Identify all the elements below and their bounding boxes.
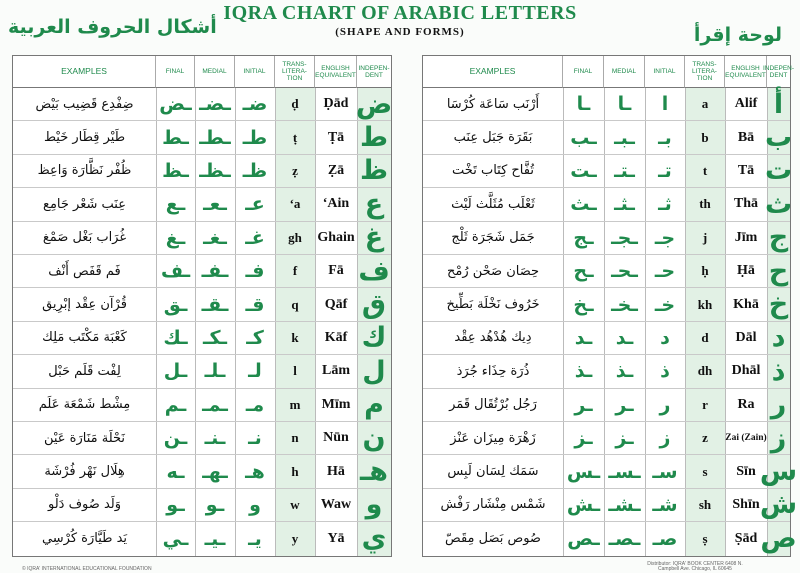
cell-initial: طـ (242, 126, 268, 149)
cell-translit: y (291, 530, 299, 546)
cell-medial: ـجـ (611, 226, 638, 249)
cell-english: Ghain (317, 229, 355, 245)
cell-final: ـف (160, 260, 191, 283)
cell-english: Bā (737, 129, 755, 145)
letter-row (13, 155, 391, 188)
cell-initial: ثـ (658, 193, 672, 216)
arabic-title-left: أشكال الحروف العربية (8, 16, 217, 38)
cell-final: ـس (566, 460, 601, 483)
letter-row (423, 288, 790, 321)
cell-examples: خَرُوف نَخْلَة بَطِّيخ (446, 297, 540, 313)
cell-translit: k (291, 329, 299, 345)
cell-final: ـذ (574, 360, 593, 383)
cell-initial: ا (661, 93, 669, 116)
cell-final: ـص (567, 527, 600, 550)
cell-final: ـد (574, 326, 593, 349)
cell-initial: بـ (658, 126, 672, 149)
cell-final: ـج (573, 226, 594, 249)
cell-final: ـز (574, 427, 593, 450)
cell-examples: مِشْط شَمْعَة عَلَم (38, 397, 131, 413)
cell-independent: ذ (771, 355, 786, 387)
cell-translit: d (701, 329, 709, 345)
cell-medial: ـطـ (199, 126, 231, 149)
cell-english: Alif (734, 96, 758, 112)
cell-initial: جـ (654, 226, 676, 249)
cell-english: Kāf (324, 329, 348, 345)
cell-medial: ـخـ (611, 293, 638, 316)
cell-translit: s (702, 463, 708, 479)
cell-examples: ضِفْدِع قَضِيب بَيْض (35, 96, 134, 112)
cell-independent: أ (773, 88, 784, 120)
cell-medial: ـو (205, 493, 225, 516)
cell-examples: كَعْبَة مَكْتَب مَلِك (42, 330, 127, 346)
footer-right: Distributor: IQRA' BOOK CENTER 6408 N. Campbell Ave. Chicago, IL 60645 (647, 561, 743, 572)
cell-examples: قُرْآن عِقْد إبْرِيق (42, 297, 127, 313)
cell-medial: ـنـ (204, 427, 226, 450)
cell-independent: ث (764, 188, 793, 220)
cell-final: ـر (574, 393, 593, 416)
cell-independent: هـ (360, 456, 388, 488)
cell-english: Sīn (736, 463, 756, 479)
cell-medial: ـذ (615, 360, 634, 383)
cell-initial: ر (659, 393, 671, 416)
cell-translit: sh (698, 496, 712, 512)
cell-independent: غ (364, 222, 384, 254)
cell-initial: صـ (652, 527, 678, 550)
cell-translit: ʻa (289, 196, 301, 212)
letter-row (13, 489, 391, 522)
cell-independent: م (364, 389, 384, 421)
cell-translit: m (289, 396, 301, 412)
left-letters-table (12, 55, 392, 557)
cell-english: ʻAin (322, 196, 350, 212)
cell-medial: ـغـ (203, 226, 227, 249)
cell-examples: سَمَك لِسَان لَبِس (447, 464, 539, 480)
cell-examples: أَرْنَب سَاعَة كُرْسَا (446, 96, 540, 112)
cell-english: Ṭā (327, 129, 345, 145)
letter-row (13, 121, 391, 154)
cell-examples: فَم قَفَص أَنْف (48, 263, 121, 279)
cell-initial: نـ (248, 427, 262, 450)
cell-translit: ẓ (292, 162, 298, 178)
cell-initial: يـ (248, 527, 262, 550)
cell-independent: ز (770, 422, 787, 454)
cell-examples: حِصَان صَحْن رُمْح (446, 263, 540, 279)
cell-english: Ḥā (737, 263, 755, 279)
cell-final: ـض (159, 93, 192, 116)
cell-independent: ظ (359, 155, 389, 187)
letter-row (13, 288, 391, 321)
cell-final: ـظ (162, 159, 189, 182)
cell-translit: ḍ (291, 96, 299, 112)
cell-independent: ف (358, 255, 390, 287)
cell-initial: خـ (654, 293, 676, 316)
cell-english: Mīm (321, 396, 351, 412)
cell-examples: جَمَل شَجَرَة ثَلْج (451, 230, 535, 246)
cell-independent: ع (364, 188, 384, 220)
letter-row (13, 455, 391, 488)
cell-english: Ṣād (734, 530, 758, 546)
cell-independent: ص (760, 523, 797, 555)
letter-row (423, 355, 790, 388)
column-header-independent: INDEPEN-DENT (357, 56, 391, 88)
cell-examples: صُوص بَصَل مِقَصّ (445, 531, 541, 547)
cell-english: Zai (Zain) (725, 433, 767, 444)
cell-examples: رَجُل بُرْتُقَال قَمَر (449, 397, 537, 413)
cell-initial: شـ (652, 493, 678, 516)
letter-row (13, 522, 391, 555)
cell-translit: ṣ (702, 530, 708, 546)
cell-initial: تـ (658, 159, 672, 182)
cell-translit: ḥ (701, 263, 709, 279)
cell-examples: عِنَب شَعْر جَامِع (43, 196, 126, 212)
cell-medial: ـشـ (608, 493, 641, 516)
cell-final: ـب (570, 126, 597, 149)
letter-row (13, 188, 391, 221)
cell-examples: غُرَاب بَغْل صَمْغ (42, 230, 127, 246)
cell-translit: gh (288, 229, 302, 245)
cell-examples: يَد طَيَّارَة كُرْسِي (41, 531, 128, 547)
cell-translit: l (293, 363, 297, 379)
cell-initial: ز (659, 427, 671, 450)
cell-translit: ṭ (292, 129, 298, 145)
letter-row (423, 489, 798, 522)
cell-medial: ـر (615, 393, 634, 416)
cell-english: Thā (733, 196, 759, 212)
letter-row (13, 422, 391, 455)
cell-initial: مـ (245, 393, 265, 416)
cell-translit: kh (697, 296, 713, 312)
letter-row (423, 322, 790, 355)
cell-translit: f (292, 263, 298, 279)
letter-row (423, 422, 790, 455)
cell-independent: ب (764, 122, 793, 154)
cell-final: ـع (165, 193, 186, 216)
cell-medial: ـمـ (202, 393, 228, 416)
cell-independent: د (771, 322, 786, 354)
cell-examples: وَلَد صُوف دَلْو (47, 497, 122, 513)
cell-initial: د (660, 326, 670, 349)
letter-row (423, 155, 793, 188)
cell-final: ـن (163, 427, 188, 450)
cell-independent: و (365, 489, 383, 521)
cell-examples: ثَعْلَب مُثَلَّث لَيْث (451, 196, 535, 212)
cell-english: Shīn (732, 496, 760, 512)
cell-examples: لِفْت قَلَم حَبْل (48, 363, 121, 379)
cell-medial: ـصـ (608, 527, 641, 550)
cell-final: ـخ (573, 293, 594, 316)
letter-row (423, 188, 793, 221)
cell-english: Ẓā (327, 162, 345, 178)
cell-english: Tā (737, 162, 755, 178)
cell-medial: ـد (615, 326, 634, 349)
cell-initial: عـ (245, 193, 265, 216)
cell-final: ـو (166, 493, 185, 516)
cell-medial: ـكـ (202, 326, 228, 349)
cell-english: Hā (327, 463, 345, 479)
column-header-initial: INITIAL (645, 56, 685, 88)
letter-row (13, 322, 391, 355)
cell-final: ـك (163, 326, 188, 349)
letter-row (13, 355, 391, 388)
cell-translit: th (699, 196, 711, 212)
letter-row (423, 255, 790, 288)
column-header-examples: EXAMPLES (13, 56, 156, 88)
cell-english: Dāl (735, 329, 757, 345)
cell-english: Lām (322, 363, 350, 379)
letter-row (423, 522, 797, 555)
cell-initial: لـ (248, 360, 262, 383)
cell-independent: ت (764, 155, 793, 187)
cell-medial: ـضـ (199, 93, 231, 116)
cell-translit: b (701, 129, 709, 145)
column-header-medial: MEDIAL (195, 56, 235, 88)
letter-row (13, 389, 391, 422)
cell-independent: ض (355, 88, 393, 120)
cell-medial: ـلـ (204, 360, 226, 383)
cell-final: ـش (566, 493, 601, 516)
cell-translit: n (291, 430, 299, 446)
cell-examples: ذُرَة حِذَاء جُرَذ (456, 363, 530, 379)
right-letters-table (422, 55, 798, 557)
column-header-independent: INDEPEN-DENT (767, 56, 790, 88)
arabic-title-right: لوحة إقرأ (693, 24, 782, 46)
letter-row (423, 121, 793, 154)
cell-english: Qāf (324, 296, 348, 312)
cell-medial: ـيـ (204, 527, 226, 550)
cell-examples: زَهْرَة مِيزَان عَنْز (450, 430, 536, 446)
cell-examples: طَيْر قِطَار خَيْط (43, 130, 126, 146)
letter-row (423, 222, 790, 255)
cell-independent: ر (770, 389, 787, 421)
column-header-final: FINAL (563, 56, 604, 88)
column-header-medial: MEDIAL (604, 56, 645, 88)
cell-independent: خ (768, 289, 789, 321)
letter-row (13, 255, 391, 288)
cell-initial: فـ (245, 260, 265, 283)
cell-independent: ش (759, 489, 798, 521)
cell-translit: z (702, 430, 708, 446)
cell-medial: ـز (615, 427, 634, 450)
cell-final: ـث (570, 193, 597, 216)
cell-independent: ط (359, 122, 389, 154)
cell-examples: بَقَرَة جَبَل عِنَب (453, 130, 533, 146)
column-header-transliteration: TRANS-LITERA-TION (275, 56, 315, 88)
cell-translit: a (701, 96, 709, 112)
cell-independent: س (759, 456, 798, 488)
column-header-final: FINAL (156, 56, 195, 88)
cell-medial: ـبـ (614, 126, 635, 149)
cell-final: ـل (163, 360, 188, 383)
letter-row (423, 389, 790, 422)
cell-initial: ذ (660, 360, 670, 383)
cell-independent: ج (768, 222, 789, 254)
footer-left: © IQRA' INTERNATIONAL EDUCATIONAL FOUNDATION (22, 566, 152, 572)
cell-independent: ن (362, 422, 386, 454)
cell-english: Waw (320, 496, 352, 512)
cell-initial: ضـ (242, 93, 268, 116)
letter-row (13, 88, 391, 121)
cell-english: Yā (327, 530, 345, 546)
cell-final: ـم (164, 393, 187, 416)
cell-final: ـت (570, 159, 597, 182)
cell-initial: و (249, 493, 261, 516)
cell-initial: غـ (245, 226, 265, 249)
cell-english: Jīm (734, 229, 758, 245)
cell-medial: ـقـ (201, 293, 229, 316)
cell-examples: شَمْس مِنْشَار رَفْش (440, 497, 546, 513)
cell-independent: ك (361, 322, 387, 354)
cell-medial: ـعـ (203, 193, 227, 216)
cell-translit: dh (697, 363, 713, 379)
cell-independent: ق (361, 289, 387, 321)
chart-title: IQRA CHART OF ARABIC LETTERS (223, 2, 577, 24)
cell-medial: ـظـ (199, 159, 231, 182)
cell-medial: ـهـ (202, 460, 228, 483)
cell-final: ـه (166, 460, 185, 483)
cell-translit: j (702, 229, 708, 245)
cell-medial: ـا (617, 93, 632, 116)
cell-english: Khā (733, 296, 759, 312)
cell-final: ـح (573, 260, 594, 283)
cell-initial: سـ (652, 460, 678, 483)
cell-initial: هـ (245, 460, 265, 483)
cell-final: ـق (163, 293, 188, 316)
chart-subtitle: (SHAPE AND FORMS) (335, 26, 465, 38)
cell-translit: r (702, 396, 708, 412)
cell-medial: ـفـ (201, 260, 229, 283)
cell-examples: هِلَال نَهْر فُرْشَة (44, 464, 125, 480)
cell-initial: قـ (245, 293, 265, 316)
cell-medial: ـتـ (614, 159, 635, 182)
cell-english: Dhāl (731, 363, 761, 379)
cell-independent: ل (362, 355, 386, 387)
column-header-initial: INITIAL (235, 56, 275, 88)
cell-medial: ـثـ (614, 193, 635, 216)
cell-examples: نَحْلَة مَنَارَة عَيْن (43, 430, 126, 446)
cell-final: ـغ (165, 226, 186, 249)
cell-translit: h (291, 463, 299, 479)
cell-examples: ظُفْر نَظَّارَة وَاعِظ (37, 163, 132, 179)
letter-row (423, 88, 790, 121)
cell-medial: ـحـ (611, 260, 638, 283)
cell-translit: t (702, 162, 708, 178)
cell-initial: كـ (246, 326, 264, 349)
cell-english: Fā (328, 263, 344, 279)
cell-english: Ḍād (323, 96, 349, 112)
cell-translit: w (290, 496, 300, 512)
column-header-english: ENGLISH EQUIVALENT (315, 56, 357, 88)
letter-row (423, 455, 798, 488)
cell-final: ـط (162, 126, 189, 149)
cell-independent: ح (768, 255, 789, 287)
cell-final: ـا (576, 93, 591, 116)
cell-independent: ي (361, 523, 387, 555)
cell-examples: تُفَّاح كِتَاب تَخْت (452, 163, 534, 179)
cell-english: Ra (737, 396, 755, 412)
cell-examples: دِيك هُدْهُد عِقْد (454, 330, 532, 346)
column-header-english: ENGLISH EQUIVALENT (725, 56, 767, 88)
letter-row (13, 222, 391, 255)
cell-translit: q (291, 296, 299, 312)
cell-medial: ـسـ (608, 460, 641, 483)
column-header-examples: EXAMPLES (423, 56, 563, 88)
cell-initial: ظـ (242, 159, 268, 182)
cell-final: ـي (162, 527, 189, 550)
cell-english: Nūn (323, 430, 349, 446)
column-header-transliteration: TRANS-LITERA-TION (685, 56, 725, 88)
cell-initial: حـ (654, 260, 676, 283)
